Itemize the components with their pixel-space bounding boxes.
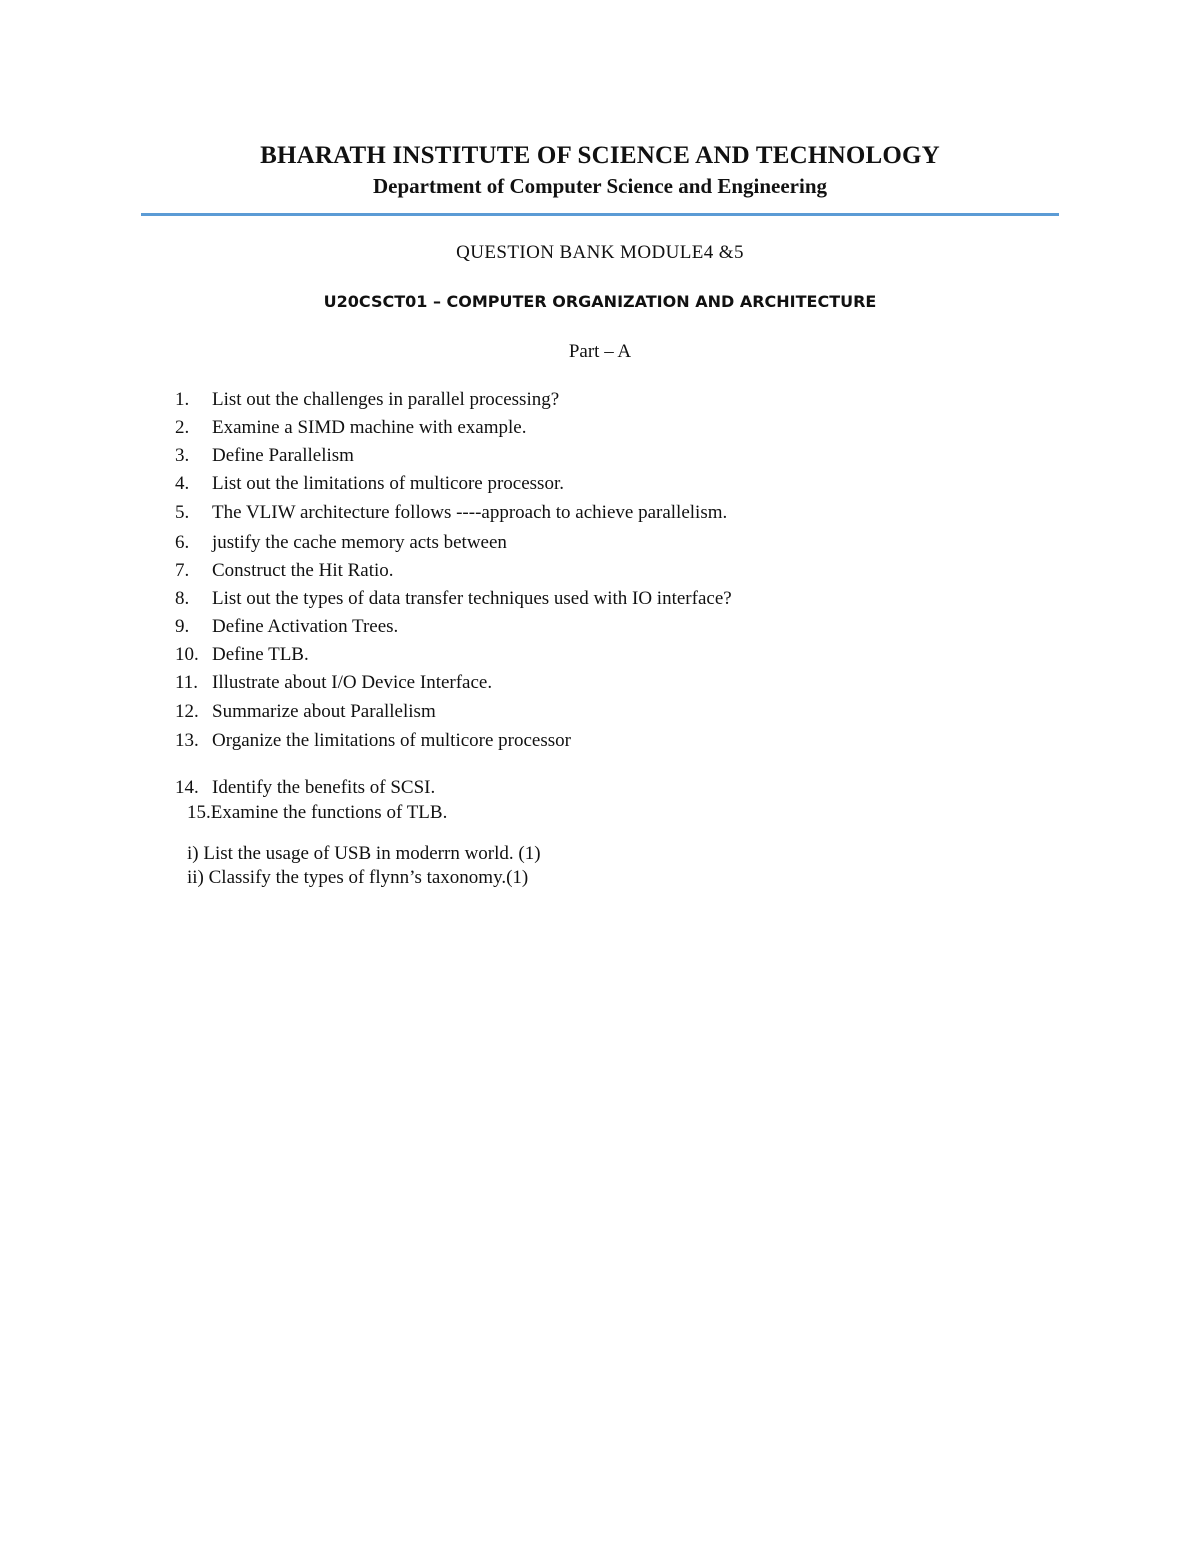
question-text: Construct the Hit Ratio. <box>212 560 394 581</box>
header-divider <box>141 213 1059 216</box>
question-text: Organize the limitations of multicore processor <box>212 730 571 751</box>
question-bank-title: QUESTION BANK MODULE4 &5 <box>456 242 744 263</box>
question-text: List out the limitations of multicore processor. <box>212 473 564 494</box>
question-text: Define Parallelism <box>212 445 354 466</box>
question-number: 14. <box>175 777 199 798</box>
question-number: 1. <box>175 389 190 410</box>
question-number: 13. <box>175 730 199 751</box>
question-text: List out the challenges in parallel processing? <box>212 389 560 410</box>
question-15: 15.Examine the functions of TLB. <box>187 802 448 823</box>
question-text: The VLIW architecture follows ----approach to achieve parallelism. <box>212 502 728 523</box>
question-text: Identify the benefits of SCSI. <box>212 777 436 798</box>
question-number: 3. <box>175 445 190 466</box>
question-number: 10. <box>175 644 199 665</box>
question-text: Define TLB. <box>212 644 309 665</box>
question-text: Define Activation Trees. <box>212 616 399 637</box>
part-heading: Part – A <box>568 341 632 362</box>
question-number: 6. <box>175 532 190 553</box>
question-text: justify the cache memory acts between <box>212 532 507 553</box>
question-number: 2. <box>175 417 190 438</box>
question-number: 8. <box>175 588 190 609</box>
question-text: Summarize about Parallelism <box>212 701 436 722</box>
question-number: 11. <box>175 672 199 693</box>
course-title: U20CSCT01 – COMPUTER ORGANIZATION AND ARCHITECTURE <box>323 292 877 311</box>
question-text: Examine a SIMD machine with example. <box>212 417 527 438</box>
subquestion-item: ii) Classify the types of flynn’s taxonomy.(1) <box>187 867 529 888</box>
question-number: 9. <box>175 616 190 637</box>
institute-title: BHARATH INSTITUTE OF SCIENCE AND TECHNOLOGY <box>260 142 940 169</box>
question-number: 7. <box>175 560 190 581</box>
subquestion-item: i) List the usage of USB in moderrn world. (1) <box>187 843 541 864</box>
department-title: Department of Computer Science and Engineering <box>373 174 827 198</box>
question-number: 12. <box>175 701 199 722</box>
question-text: Illustrate about I/O Device Interface. <box>212 672 493 693</box>
question-number: 4. <box>175 473 190 494</box>
question-text: List out the types of data transfer techniques used with IO interface? <box>212 588 732 609</box>
question-number: 5. <box>175 502 190 523</box>
